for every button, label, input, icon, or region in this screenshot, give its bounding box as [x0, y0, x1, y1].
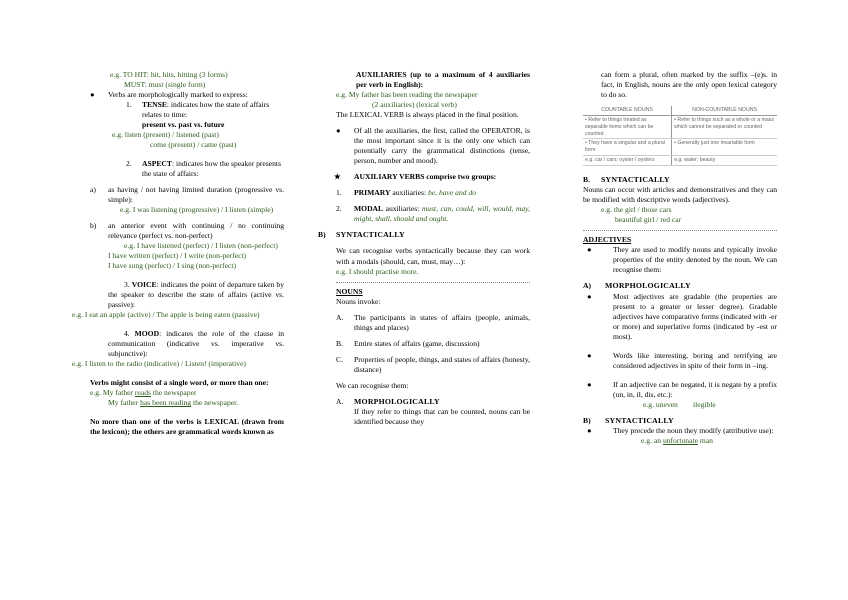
aux-example: e.g. My father has been reading the newspaper: [336, 90, 478, 100]
voice-item: 3. VOICE: indicates the point of departure taken by the speaker to describe the state of affairs (active vs. passive):: [108, 280, 285, 310]
bullet-icon: ●: [587, 379, 592, 389]
nouns-a: A. The participants in states of affairs (people, animals, things and places): [336, 312, 530, 332]
negated-item: ● If an adjective can be negated, it is negate by a prefix (un, in, il, dis, etc.):: [587, 379, 777, 399]
example-reads: e.g. My father reads the newspaper: [90, 388, 197, 398]
bullet-icon: ●: [587, 291, 592, 301]
mood-item: 4. MOOD: indicates the role of the clause in communication (indicative vs. imperative vs. subjunctive):: [108, 329, 284, 359]
recognise-example: e.g. I should practise more.: [336, 266, 419, 276]
bullet-icon: ●: [587, 245, 592, 255]
nouns-invoke: Nouns invoke:: [336, 296, 381, 306]
nouns-c: C. Properties of people, things, and states of affairs (honesty, distance): [336, 354, 530, 374]
bullet-icon: ●: [90, 90, 95, 100]
syntactic-example: e.g. the girl / those cars: [601, 205, 672, 215]
ing-item: ● Words like interesting, boring and terrifying are considered adjectives in spite of their form in –ing.: [587, 350, 777, 370]
adjectives-item: ● They are used to modify nouns and typically invoke properties of the entity denoted by the noun. We can recognise them:: [587, 245, 777, 275]
negated-example: e.g. uneven ilegible: [643, 399, 716, 409]
example-listen: e.g. listen (present) / listened (past): [112, 130, 219, 140]
precede-item: ● They precede the noun they modify (attributive use):: [587, 426, 774, 436]
morph-heading: A. MORPHOLOGICALLY: [336, 396, 440, 406]
divider: [583, 230, 777, 231]
aspect-item: 2. ASPECT: indicates how the speaker presents the state of affairs:: [126, 159, 281, 179]
table-row: • Refer to things treated as separable items which can be counted • Refer to things such as a whole or a mass which cannot be separated or counted: [583, 115, 777, 139]
modal-item: 2. MODAL auxiliaries: must, can, could, will, would, may, might, shall, should and ought.: [336, 204, 530, 224]
example-come: come (present) / came (past): [150, 140, 237, 150]
adjectives-heading: ADJECTIVES: [583, 235, 632, 245]
example-been: My father has been reading the newspaper.: [108, 398, 239, 408]
column-right: [583, 70, 777, 446]
syntactic-example: beautiful girl / red car: [615, 215, 682, 225]
plural-note: can form a plural, often marked by the suffix –(e)s. in fact, in English, nouns are the only open lexical category to do so.: [601, 70, 777, 100]
operator-item: ● Of all the auxiliaries, the first, called the OPERATOR, is the most important since it is the only one which can potentially carry the grammatical distinctions (tense, person, number and mood).: [336, 126, 530, 166]
list-item: ● Verbs are morphologically marked to express:: [90, 90, 248, 100]
bullet-icon: ●: [587, 426, 592, 436]
voice-example: e.g. I eat an apple (active) / The apple is being eaten (passive): [72, 310, 260, 320]
aux-example-note: (2 auxiliaries) (lexical verb): [372, 100, 457, 110]
lexical-note: No more than one of the verbs is LEXICAL (drawn from the lexicon); the others are grammatical words known as: [90, 417, 284, 437]
example-must: MUST: must (single form): [124, 80, 206, 90]
aspect-b-example: I have written (perfect) / I write (non-perfect): [108, 251, 247, 261]
aspect-a: a) as having / not having limited duration (progressive vs. simple):: [90, 185, 284, 205]
section-heading: B) SYNTACTICALLY: [318, 230, 405, 240]
star-icon: ★: [334, 172, 341, 182]
example-hit: e.g. TO HIT: hit, hits, hitting (3 forms): [110, 70, 228, 79]
aspect-b: b) an anterior event with continuing / no continuing relevance (perfect vs. non-perfect): [90, 221, 284, 241]
single-word-note: Verbs might consist of a single word, or more than one:: [90, 378, 269, 388]
gradable-item: ● Most adjectives are gradable (the properties are present to a greater or lesser degree). Gradable adjectives have comparative forms (indicated with -er or more) and superlative forms (indicated by -est or most).: [587, 291, 777, 341]
syntactic-nouns: Nouns can occur with articles and demonstratives and they can be modified with descriptive words (adjectives).: [583, 185, 777, 205]
tense-item: 1. TENSE: indicates how the state of affairs relates to time:: [126, 100, 270, 120]
nouns-heading: NOUNS: [336, 286, 363, 296]
table-row: e.g. car / cars; oyster / oysters e.g. water; beauty: [583, 156, 777, 166]
precede-example: e.g. an unfortunate man: [641, 436, 713, 446]
auxiliaries-heading: AUXILIARIES (up to a maximum of 4 auxiliaries per verb in English):: [356, 70, 530, 90]
table-row: • They have a singular and a plural form • Generally just one invariable form: [583, 139, 777, 156]
tense-forms: present vs. past vs. future: [142, 120, 225, 130]
aspect-a-example: e.g. I was listening (progressive) / I listen (simple): [120, 205, 274, 215]
bullet-icon: ●: [336, 126, 341, 136]
nouns-table: [583, 106, 777, 166]
recognise-them: We can recognise them:: [336, 380, 409, 390]
mood-example: e.g. I listen to the radio (indicative) / Listen! (imperative): [72, 359, 246, 369]
lexical-position: The LEXICAL VERB is always placed in the final position.: [336, 110, 519, 120]
morph-text: If they refer to things that can be counted, nouns can be identified because they: [354, 406, 530, 426]
nouns-b: B. Entire states of affairs (game, discussion): [336, 338, 480, 348]
section-heading: B. SYNTACTICALLY: [583, 175, 670, 185]
divider: [336, 282, 530, 283]
section-heading: A) MORPHOLOGICALLY: [583, 281, 691, 291]
aspect-b-example: I have sung (perfect) / I sing (non-perfect): [108, 261, 236, 271]
column-middle: [318, 70, 530, 427]
section-heading: B) SYNTACTICALLY: [583, 415, 674, 425]
aux-groups-item: ★ AUXILIARY VERBS comprise two groups:: [334, 172, 497, 182]
aspect-b-example: e.g. I have listened (perfect) / I listen (non-perfect): [124, 241, 278, 251]
table-header-row: COUNTABLE NOUNS NON-COUNTABLE NOUNS: [583, 106, 777, 115]
primary-item: 1. PRIMARY auxiliaries: be, have and do: [336, 188, 477, 198]
recognise-verbs: We can recognise verbs syntactically because they can work with a modals (should, can, must, may…):: [336, 246, 530, 266]
bullet-icon: ●: [587, 350, 592, 360]
column-left: [72, 70, 284, 437]
